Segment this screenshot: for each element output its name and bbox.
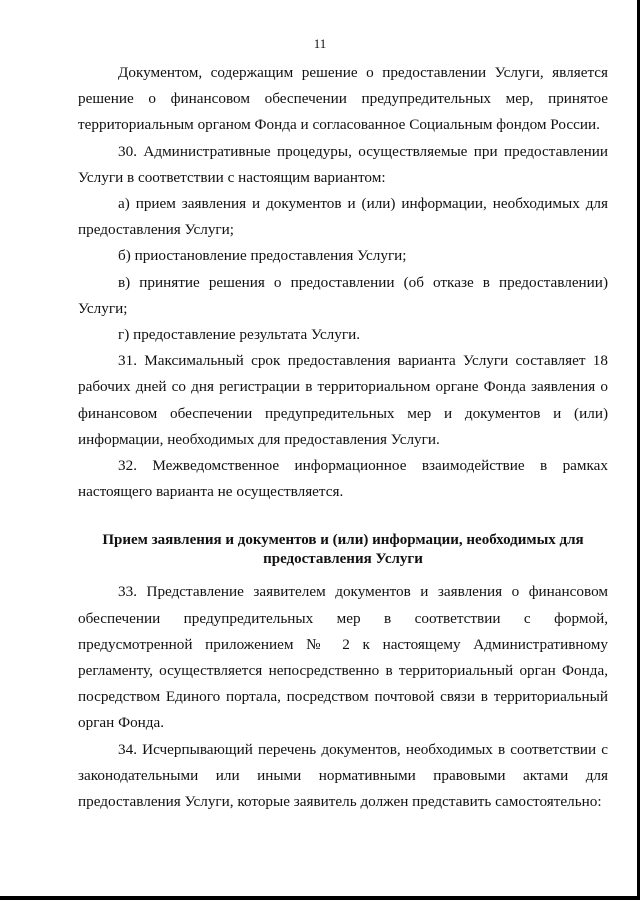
paragraph-33: 33. Представление заявителем документов и заявления о финансовом обеспечении предупредительных мер в соответствии с формой, предусмотренной приложением № 2 к настоящему Административному регламенту, осуществляется непосредственно в территориальный орган Фонда, посредством Единого портала, посредством почтовой связи в территориальный орган Фонда. bbox=[78, 583, 608, 732]
paragraph-31: 31. Максимальный срок предоставления варианта Услуги составляет 18 рабочих дней со дня регистрации в территориальном органе Фонда заявления о финансовом обеспечении предупредительных мер и документов и (или) информации, необходимых для предоставления Услуги. bbox=[78, 352, 608, 448]
section-gap bbox=[78, 505, 608, 531]
paragraph-result-document: Документом, содержащим решение о предоставлении Услуги, является решение о финансовом обеспечении предупредительных мер, принятое территориальным органом Фонда и согласованное Социальным фондом России. bbox=[78, 64, 608, 134]
paragraph-32: 32. Межведомственное информационное взаимодействие в рамках настоящего варианта не осуществляется. bbox=[78, 457, 608, 501]
section-heading: Прием заявления и документов и (или) информации, необходимых для предоставления Услуги bbox=[102, 532, 584, 568]
paragraph-30c: в) принятие решения о предоставлении (об отказе в предоставлении) Услуги; bbox=[78, 273, 608, 317]
paragraph-30d: г) предоставление результата Услуги. bbox=[118, 326, 361, 344]
paragraph-34: 34. Исчерпывающий перечень документов, необходимых в соответствии с законодательными или иными нормативными правовыми актами для предоставления Услуги, которые заявитель должен представить самостоятельно: bbox=[78, 740, 608, 811]
paragraph-30: 30. Административные процедуры, осуществляемые при предоставлении Услуги в соответствии с настоящим вариантом: bbox=[78, 142, 608, 186]
paragraph-30a: а) прием заявления и документов и (или) информации, необходимых для предоставления Услуги; bbox=[78, 195, 608, 239]
scan-edge-bottom bbox=[0, 896, 640, 900]
paragraph-30b: б) приостановление предоставления Услуги; bbox=[118, 247, 407, 265]
document-body bbox=[78, 60, 608, 815]
page-number: 11 bbox=[313, 36, 327, 51]
